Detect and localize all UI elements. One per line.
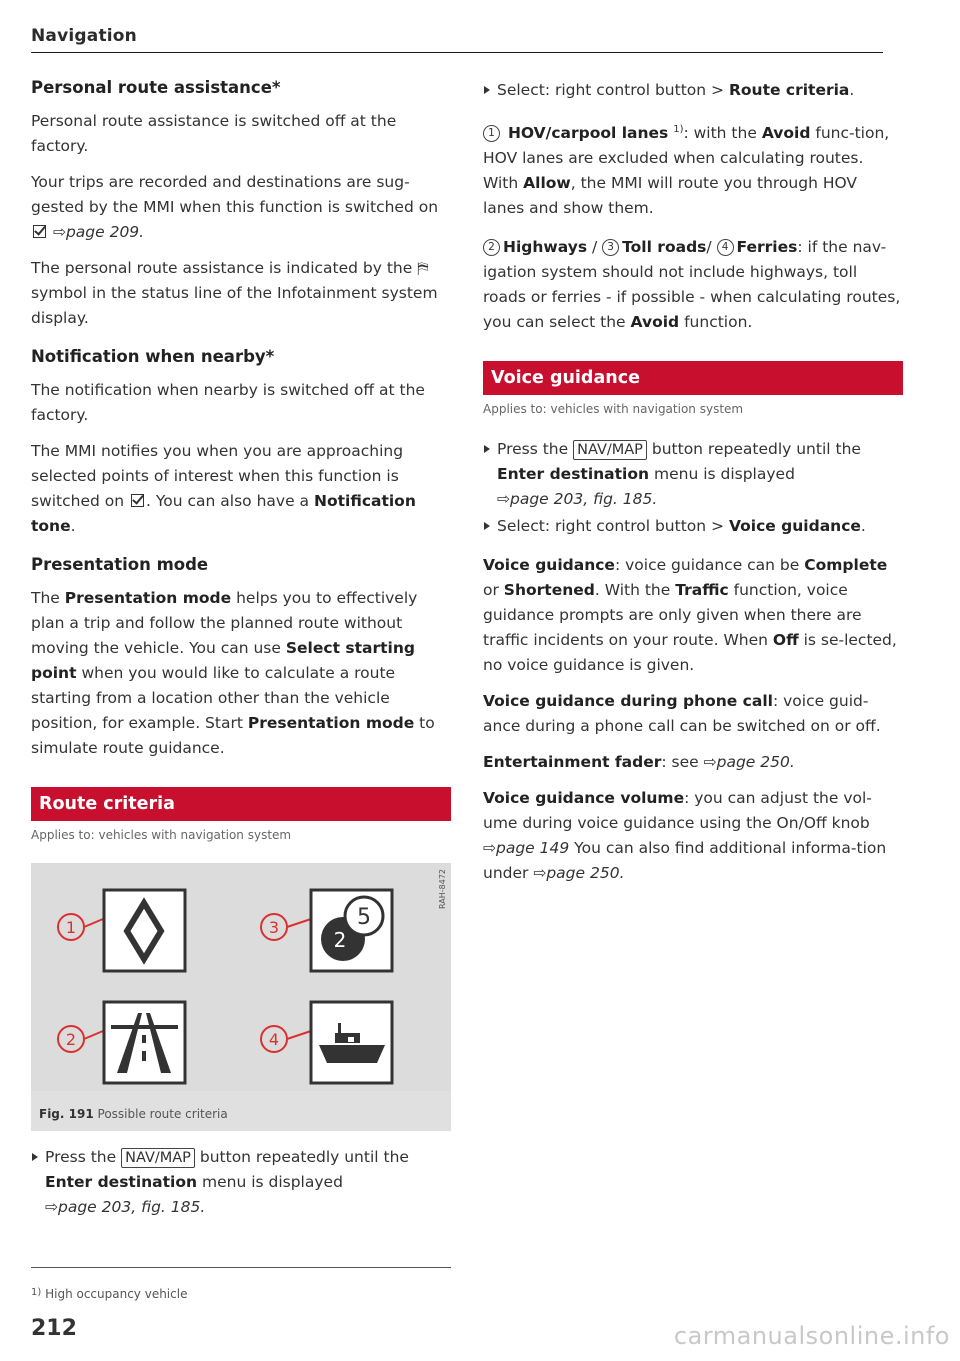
- section-title: Navigation: [31, 26, 137, 46]
- svg-text:2: 2: [333, 928, 347, 952]
- arrow-ref-icon: ⇨: [52, 223, 66, 241]
- para-nearby-1: The notification when nearby is switched off at the factory.: [31, 381, 425, 424]
- para-highways: 2 Highways / 3 Toll roads/ 4 Ferries: if the nav-igation system should not include highways, toll roads or ferries - if possible - when calculating routes, you can select the Avoid function.: [483, 238, 901, 332]
- page-ref-link[interactable]: page 149: [496, 839, 570, 858]
- toll-road-icon: [311, 890, 392, 971]
- left-column: [31, 78, 451, 1307]
- step-press-navmap: Press the NAV/MAP button repeatedly until the Enter destination menu is displayed ⇨page 203, fig. 185.: [31, 1145, 451, 1220]
- label-3: 3: [268, 918, 280, 937]
- arrow-ref-icon: ⇨: [533, 864, 547, 883]
- step-press-navmap: Press the NAV/MAP button repeatedly until the Enter destination menu is displayed ⇨page 203, fig. 185.: [483, 437, 903, 512]
- para-personal-3: The personal route assistance is indicated by the ⛿ symbol in the status line of the Infotainment system display.: [31, 259, 438, 327]
- callout-3-icon: 3: [602, 239, 619, 256]
- route-criteria-figure: [31, 863, 451, 1131]
- para-nearby-2: The MMI notifies you when you are approaching selected points of interest when this function is switched on . You can also have a Notification tone.: [31, 442, 416, 535]
- svg-text:5: 5: [357, 905, 371, 930]
- page-number: 212: [31, 1316, 77, 1341]
- label-2: 2: [65, 1030, 77, 1049]
- para-voice-guidance: Voice guidance: voice guidance can be Complete or Shortened. With the Traffic function, voice guidance prompts are only given when there are traffic incidents on your route. When Off is se-lected, no voice guidance is given.: [483, 556, 897, 675]
- arrow-ref-icon: ⇨: [483, 839, 496, 858]
- figure-frame: [31, 863, 451, 1091]
- arrow-ref-icon: ⇨: [497, 490, 510, 509]
- page-ref-link[interactable]: page 250.: [546, 864, 625, 883]
- footnote: $^{1)}$ High occupancy vehicle: [31, 1287, 188, 1301]
- page-ref-link[interactable]: page 209.: [65, 223, 145, 241]
- checkbox-checked-icon: [33, 225, 46, 238]
- navmap-key: NAV/MAP: [573, 440, 647, 460]
- para-presentation: The Presentation mode helps you to effectively plan a trip and follow the planned route without moving the vehicle. You can use Select starting point when you would like to calculate a route starting from a location other than the vehicle position, for example. Start Presentation mode to simulate route guidance.: [31, 589, 435, 757]
- navmap-key: NAV/MAP: [121, 1148, 195, 1168]
- checkbox-checked-icon: [131, 494, 144, 507]
- para-phone-call: Voice guidance during phone call: voice guid-ance during a phone call can be switched on or off.: [483, 692, 881, 736]
- arrow-ref-icon: ⇨: [45, 1198, 58, 1216]
- callout-1-icon: 1: [483, 125, 500, 142]
- figure-caption: Fig. 191 Possible route criteria: [39, 1107, 228, 1121]
- watermark: carmanualsonline.info: [673, 1322, 950, 1350]
- step-select-voice-guidance: Select: right control button > Voice guidance.: [483, 514, 903, 539]
- para-volume: Voice guidance volume: you can adjust the vol-ume during voice guidance using the On/Off knob ⇨page 149 You can also find additional informa-tion under ⇨page 250.: [483, 789, 887, 883]
- route-criteria-heading: Route criteria: [31, 787, 451, 821]
- figure-reference-code: RAH-8472: [438, 869, 447, 909]
- right-column: [483, 78, 903, 897]
- callout-2-icon: 2: [483, 239, 500, 256]
- ferry-icon: [311, 1002, 392, 1083]
- para-personal-1: Personal route assistance is switched off at the factory.: [31, 112, 397, 155]
- heading-presentation: Presentation mode: [31, 555, 209, 574]
- para-personal-2: Your trips are recorded and destinations are sug-gested by the MMI when this function is switched on ⇨page 209.: [31, 173, 439, 241]
- page-ref-link[interactable]: page 203, fig. 185.: [58, 1198, 206, 1216]
- label-1: 1: [65, 918, 77, 937]
- page-ref-link[interactable]: page 203, fig. 185.: [510, 490, 658, 509]
- heading-notification: Notification when nearby*: [31, 347, 275, 366]
- applies-note: Applies to: vehicles with navigation system: [31, 828, 292, 842]
- figure-illustration: [31, 863, 451, 1091]
- page-ref-link[interactable]: page 250.: [716, 753, 795, 772]
- footnote-divider: [31, 1267, 451, 1268]
- highway-icon: [104, 1002, 185, 1083]
- hov-diamond-icon: [104, 890, 185, 971]
- heading-personal-route: Personal route assistance*: [31, 78, 281, 97]
- para-hov-lanes: 1 HOV/carpool lanes $^{1)}$: with the Avoid func-tion, HOV lanes are excluded when calculating routes. With Allow, the MMI will route you through HOV lanes and show them.: [483, 124, 890, 218]
- applies-note: Applies to: vehicles with navigation system: [483, 402, 744, 417]
- para-fader: Entertainment fader: see ⇨page 250.: [483, 753, 795, 772]
- voice-guidance-heading: Voice guidance: [483, 361, 903, 395]
- header-divider: [31, 52, 883, 53]
- label-4: 4: [268, 1030, 280, 1049]
- route-assistance-icon: ⛿: [417, 259, 429, 277]
- callout-4-icon: 4: [717, 239, 734, 256]
- arrow-ref-icon: ⇨: [703, 753, 717, 772]
- step-select-route-criteria: Select: right control button > Route criteria.: [483, 78, 903, 103]
